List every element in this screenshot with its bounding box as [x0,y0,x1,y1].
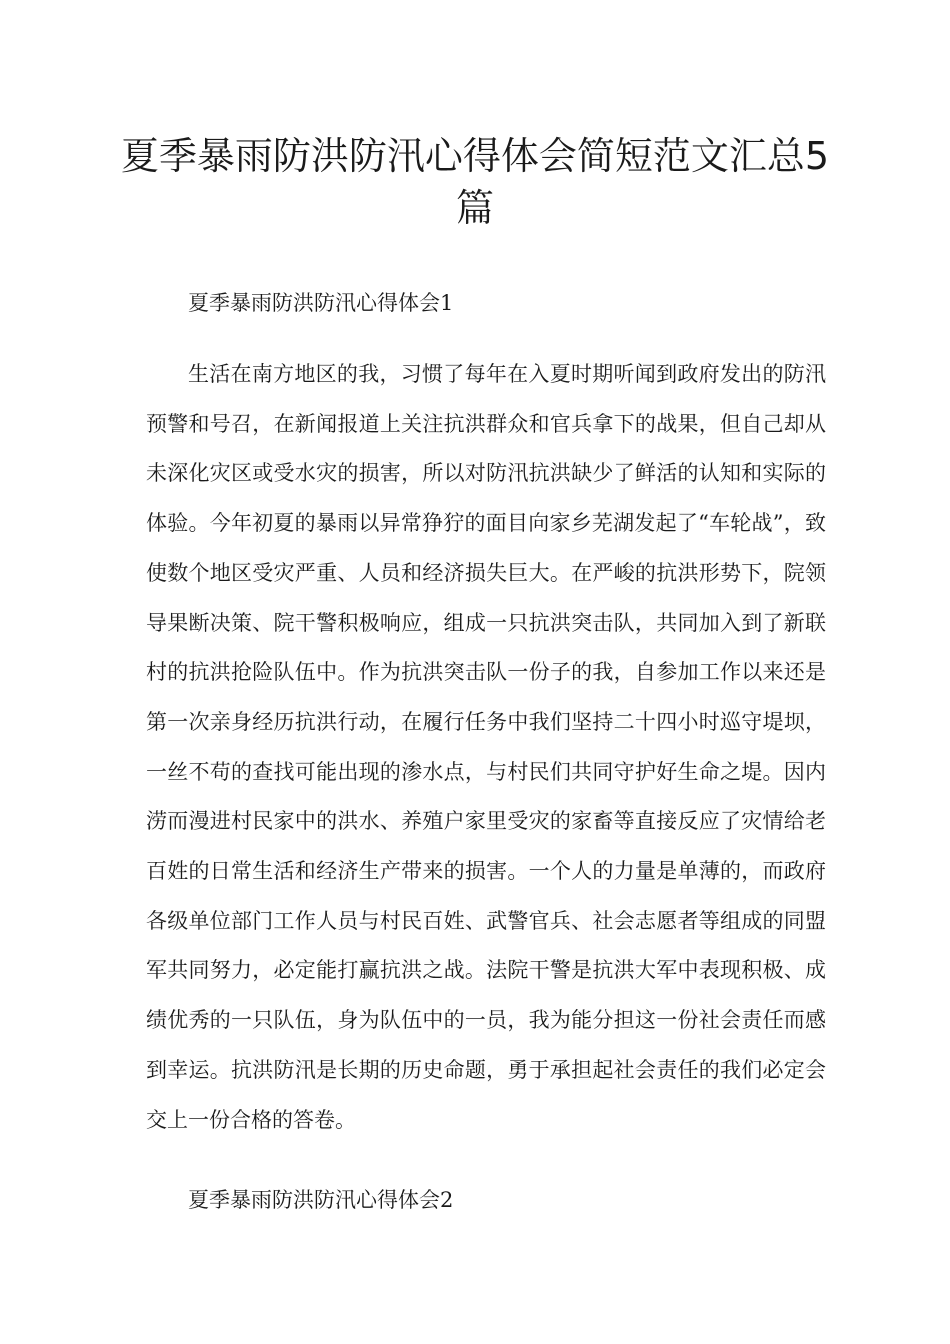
section-paragraph-1: 生活在南方地区的我，习惯了每年在入夏时期听闻到政府发出的防汛预警和号召，在新闻报道上关注抗洪群众和官兵拿下的战果，但自己却从未深化灾区或受水灾的损害，所以对防汛抗洪缺少了鲜活的认知和实际的体验。今年初夏的暴雨以异常狰狞的面目向家乡芜湖发起了“车轮战”，致使数个地区受灾严重、人员和经济损失巨大。在严峻的抗洪形势下，院领导果断决策、院干警积极响应，组成一只抗洪突击队，共同加入到了新联村的抗洪抢险队伍中。作为抗洪突击队一份子的我，自参加工作以来还是第一次亲身经历抗洪行动，在履行任务中我们坚持二十四小时巡守堤坝，一丝不苟的查找可能出现的渗水点，与村民们共同守护好生命之堤。因内涝而漫进村民家中的洪水、养殖户家里受灾的家畜等直接反应了灾情给老百姓的日常生活和经济生产带来的损害。一个人的力量是单薄的，而政府各级单位部门工作人员与村民百姓、武警官兵、社会志愿者等组成的同盟军共同努力，必定能打赢抗洪之战。法院干警是抗洪大军中表现积极、成绩优秀的一只队伍，身为队伍中的一员，我为能分担这一份社会责任而感到幸运。抗洪防汛是长期的历史命题，勇于承担起社会责任的我们必定会交上一份合格的答卷。 [146,362,826,1132]
section-heading-2: 夏季暴雨防洪防汛心得体会2 [188,1188,454,1212]
document-title: 夏季暴雨防洪防汛心得体会简短范文汇总5篇 [120,134,830,230]
section-2 [146,1180,826,1220]
section-heading-1: 夏季暴雨防洪防汛心得体会1 [188,291,454,315]
section-1 [146,283,826,1145]
